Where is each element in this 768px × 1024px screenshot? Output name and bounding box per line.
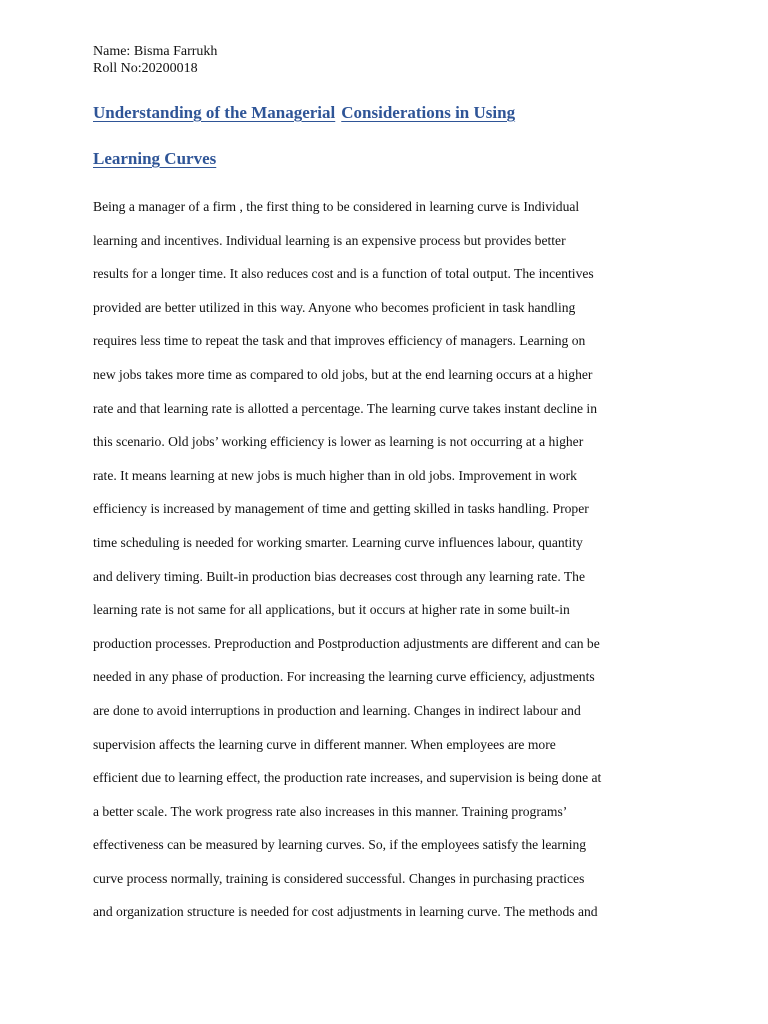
body-line: this scenario. Old jobs’ working efficiency is lower as learning is not occurring at a higher xyxy=(93,434,584,450)
title-part-2: Considerations in Using xyxy=(341,103,516,122)
body-line: supervision affects the learning curve in different manner. When employees are more xyxy=(93,736,556,752)
roll-number: Roll No:20200018 xyxy=(93,61,198,76)
body-line: results for a longer time. It also reduces cost and is a function of total output. The incentives xyxy=(93,266,594,282)
body-line: rate and that learning rate is allotted a percentage. The learning curve takes instant decline in xyxy=(93,400,598,416)
student-name: Name: Bisma Farrukh xyxy=(93,44,218,59)
body-line: effectiveness can be measured by learning curves. So, if the employees satisfy the learning xyxy=(93,837,587,853)
title-line-2 xyxy=(93,149,216,169)
title-part-3: Learning Curves xyxy=(93,149,217,168)
body-line: learning and incentives. Individual learning is an expensive process but provides better xyxy=(93,232,566,248)
title-line-1 xyxy=(93,103,515,123)
body-line: time scheduling is needed for working smarter. Learning curve influences labour, quantity xyxy=(93,534,583,550)
body-line: and delivery timing. Built-in production bias decreases cost through any learning rate. The xyxy=(93,568,586,584)
header-block xyxy=(93,43,217,77)
body-line: are done to avoid interruptions in production and learning. Changes in indirect labour and xyxy=(93,702,581,718)
body-line: Being a manager of a firm , the first thing to be considered in learning curve is Individual xyxy=(93,199,580,214)
body-line: efficiency is increased by management of time and getting skilled in tasks handling. Proper xyxy=(93,501,589,517)
body-line: new jobs takes more time as compared to old jobs, but at the end learning occurs at a higher xyxy=(93,366,593,382)
body-line: and organization structure is needed for cost adjustments in learning curve. The methods and xyxy=(93,904,598,920)
body-line: a better scale. The work progress rate also increases in this manner. Training programs’ xyxy=(93,803,568,819)
body-line: efficient due to learning effect, the production rate increases, and supervision is being done at xyxy=(93,770,602,786)
body-paragraph xyxy=(93,190,683,929)
body-line: needed in any phase of production. For increasing the learning curve efficiency, adjustments xyxy=(93,669,595,685)
body-line: learning rate is not same for all applications, but it occurs at higher rate in some built-in xyxy=(93,602,570,618)
body-line: production processes. Preproduction and Postproduction adjustments are different and can be xyxy=(93,635,600,651)
title-part-1: Understanding of the Managerial xyxy=(93,103,336,122)
body-line: provided are better utilized in this way. Anyone who becomes proficient in task handling xyxy=(93,299,576,315)
body-line: curve process normally, training is considered successful. Changes in purchasing practices xyxy=(93,870,585,886)
body-line: requires less time to repeat the task and that improves efficiency of managers. Learning on xyxy=(93,333,586,349)
body-line: rate. It means learning at new jobs is much higher than in old jobs. Improvement in work xyxy=(93,467,577,483)
